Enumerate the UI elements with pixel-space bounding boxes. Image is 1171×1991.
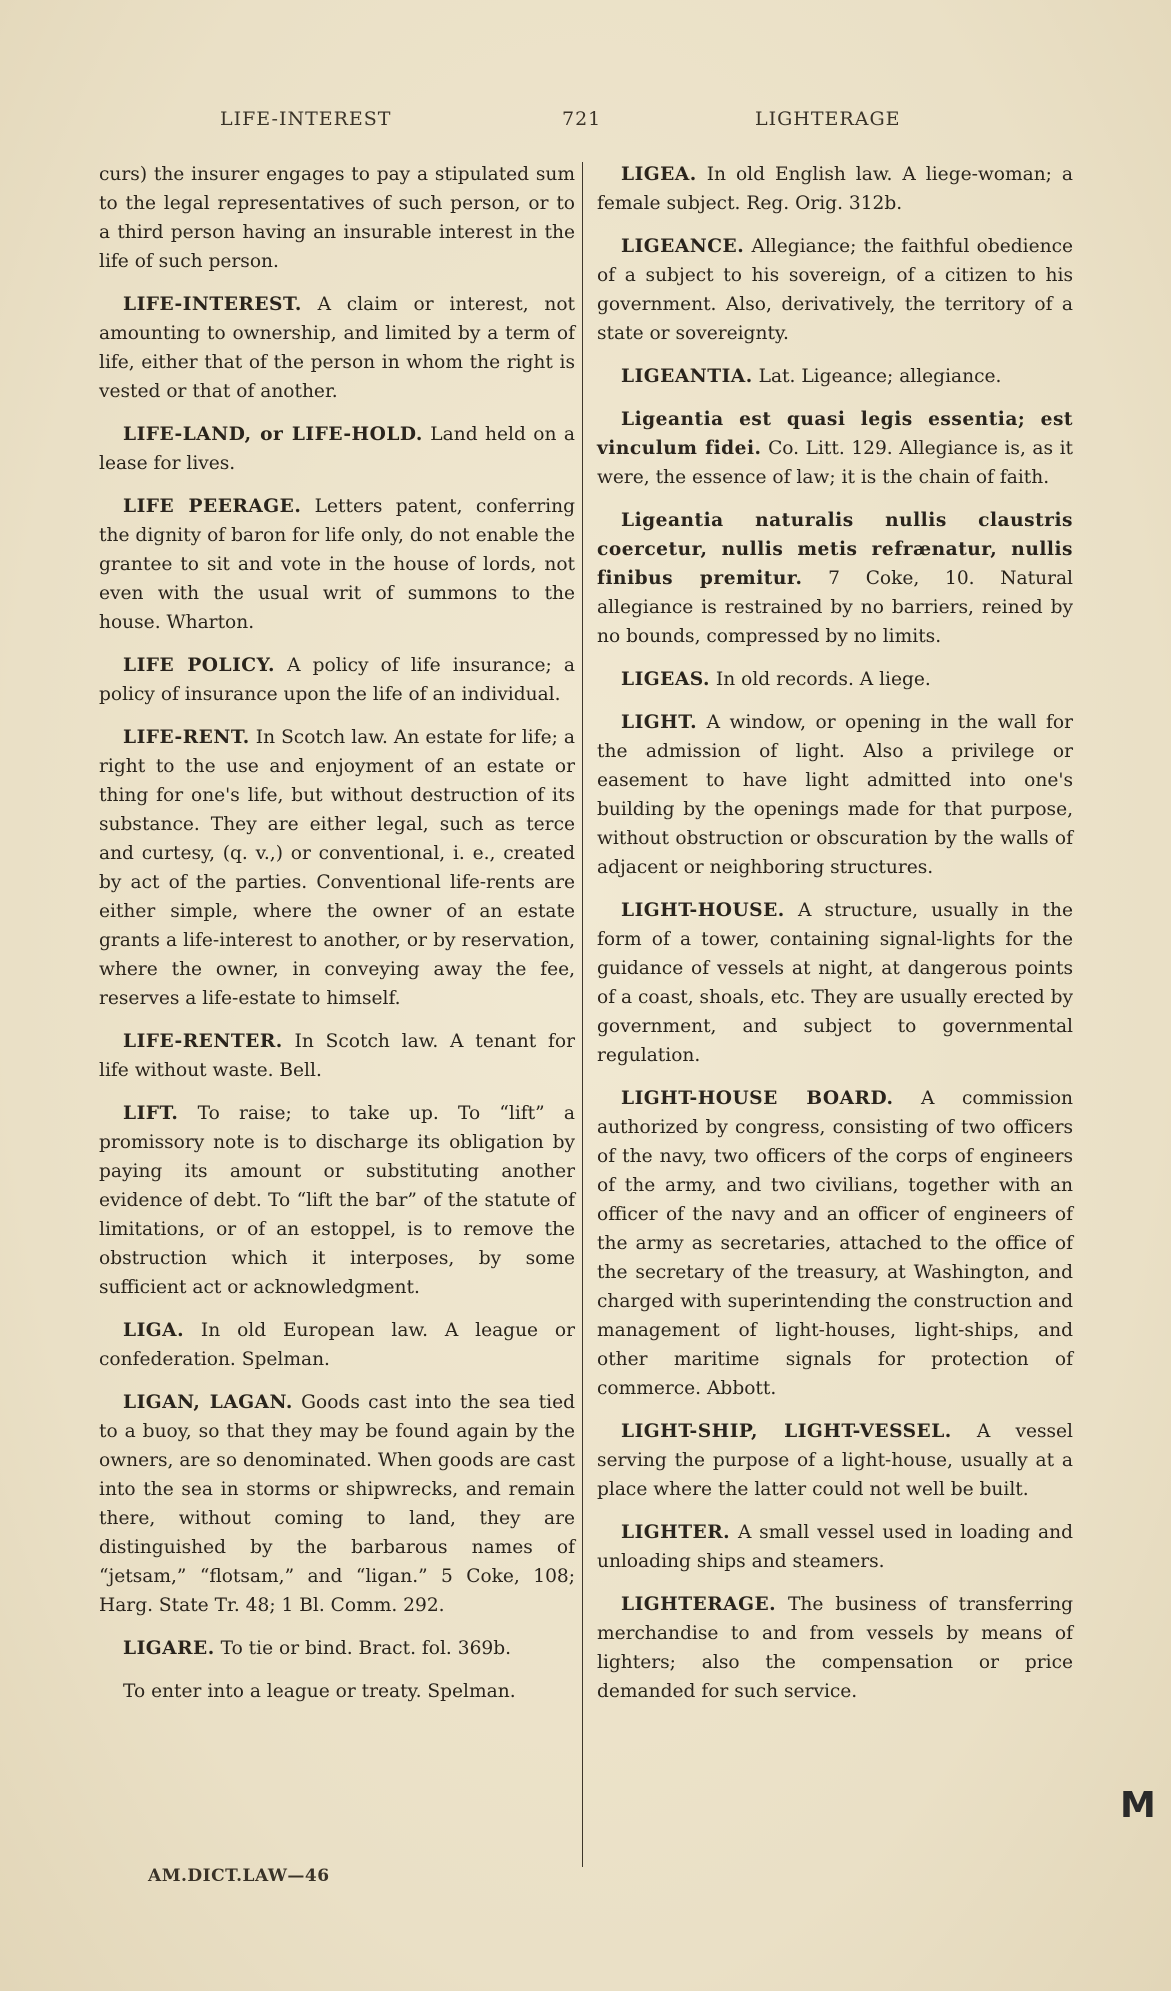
dictionary-entry [99, 1316, 575, 1374]
left-column [99, 160, 575, 1710]
entry-headword: LIGAN, LAGAN. [123, 1392, 293, 1413]
dictionary-entry [99, 290, 575, 406]
entry-definition: In old European law. A league or confederation. Spelman. [99, 1320, 575, 1370]
entry-headword: LIFE-RENTER. [123, 1031, 283, 1052]
dictionary-entry [99, 1099, 575, 1302]
dictionary-entry [597, 665, 1073, 694]
entry-definition: To tie or bind. Bract. fol. 369b. [220, 1638, 512, 1659]
dictionary-entry [99, 420, 575, 478]
entry-headword: Ligeantia est quasi legis essentia; est vinculum fidei. [597, 409, 1073, 459]
dictionary-entry [99, 723, 575, 1013]
entry-definition: A vessel serving the purpose of a light-house, usually at a place where the latter could not well be built. [597, 1421, 1073, 1500]
entry-headword: LIFE-INTEREST. [123, 294, 302, 315]
running-header [150, 108, 980, 138]
entry-definition: Allegiance; the faithful obedience of a subject to his sovereign, of a citizen to his government. Also, derivatively, the territory of a state or sovereignty. [597, 236, 1073, 344]
entry-headword: LIGHT-HOUSE BOARD. [621, 1088, 894, 1109]
dictionary-entry [99, 1634, 575, 1663]
signature-mark: AM.DICT.LAW—46 [148, 1866, 330, 1886]
entry-headword: LIGHTER. [621, 1522, 731, 1543]
dictionary-entry [597, 160, 1073, 218]
entry-headword: LIGHT-HOUSE. [621, 900, 785, 921]
dictionary-entry [99, 492, 575, 637]
dictionary-entry [99, 1388, 575, 1620]
entry-definition: A small vessel used in loading and unloading ships and steamers. [597, 1522, 1073, 1572]
entry-definition: The business of transferring merchandise to and from vessels by means of lighters; also the compensation or price demanded for such service. [597, 1594, 1073, 1702]
dictionary-entry [99, 1027, 575, 1085]
entry-definition: To enter into a league or treaty. Spelman. [123, 1681, 516, 1702]
entry-headword: LIFE-RENT. [123, 727, 250, 748]
entry-definition: A structure, usually in the form of a tower, containing signal-lights for the guidance of vessels at night, at dangerous points of a coast, shoals, etc. They are usually erected by government, and subject to governmental regulation. [597, 900, 1073, 1066]
entry-headword: LIFE-LAND, or LIFE-HOLD. [123, 424, 423, 445]
entry-definition: In Scotch law. An estate for life; a right to the use and enjoyment of an estate or thing for one's life, but without destruction of its substance. They are either legal, such as terce and curtesy, (q. v.,) or conventional, i. e., created by act of the parties. Conventional life-rents are either simple, where the owner of an estate grants a life-interest to another, or by reservation, where the owner, in conveying away the fee, reserves a life-estate to himself. [99, 727, 575, 1009]
entry-headword: LIGHT. [621, 712, 698, 733]
entry-headword: LIGHT-SHIP, LIGHT-VESSEL. [621, 1421, 952, 1442]
entry-headword: LIFE PEERAGE. [123, 496, 302, 517]
entry-headword: LIGEANTIA. [621, 366, 753, 387]
entry-headword: LIGEAS. [621, 669, 710, 690]
entry-headword: LIGEA. [621, 164, 697, 185]
right-column [597, 160, 1073, 1720]
entry-definition: To raise; to take up. To “lift” a promissory note is to discharge its obligation by paying its amount or substituting another evidence of debt. To “lift the bar” of the statute of limitations, or of an estoppel, is to remove the obstruction which it interposes, by some sufficient act or acknowledgment. [99, 1103, 575, 1298]
entry-headword: LIGA. [123, 1320, 185, 1341]
entry-definition: Lat. Ligeance; allegiance. [758, 366, 1002, 387]
dictionary-entry [597, 1518, 1073, 1576]
entry-headword: LIGEANCE. [621, 236, 745, 257]
dictionary-entry [99, 651, 575, 709]
entry-definition: A commission authorized by congress, consisting of two officers of the navy, two officers of the corps of engineers of the army, and two civilians, together with an officer of the navy and an officer of engineers of the army as secretaries, attached to the office of the secretary of the treasury, at Washington, and charged with superintending the construction and management of light-houses, light-ships, and other maritime signals for protection of commerce. Abbott. [597, 1088, 1073, 1399]
dictionary-entry [597, 405, 1073, 492]
dictionary-entry [597, 896, 1073, 1070]
entry-definition: Letters patent, conferring the dignity of baron for life only, do not enable the grantee to sit and vote in the house of lords, not even with the usual writ of summons to the house. Wharton. [99, 496, 575, 633]
dictionary-entry [597, 708, 1073, 882]
entry-definition: A window, or opening in the wall for the admission of light. Also a privilege or easement to have light admitted into one's building by the openings made for that purpose, without obstruction or obscuration by the walls of adjacent or neighboring structures. [597, 712, 1073, 878]
dictionary-entry [597, 506, 1073, 651]
entry-definition: In Scotch law. A tenant for life without waste. Bell. [99, 1031, 575, 1081]
entry-headword: LIGHTERAGE. [621, 1594, 777, 1615]
page-number: 721 [562, 108, 602, 130]
entry-headword: Ligeantia naturalis nullis claustris coercetur, nullis metis refrænatur, nullis finibus premitur. [597, 510, 1073, 589]
entry-definition: curs) the insurer engages to pay a stipulated sum to the legal representatives of such person, or to a third person having an insurable interest in the life of such person. [99, 164, 575, 272]
entry-definition: In old records. A liege. [715, 669, 931, 690]
entry-definition: Co. Litt. 129. Allegiance is, as it were, the essence of law; it is the chain of faith. [597, 438, 1073, 488]
header-left-guide-word: LIFE-INTEREST [220, 108, 392, 130]
entry-definition: A claim or interest, not amounting to ownership, and limited by a term of life, either that of the person in whom the right is vested or that of another. [99, 294, 575, 402]
dictionary-entry [597, 1590, 1073, 1706]
entry-definition: 7 Coke, 10. Natural allegiance is restrained by no barriers, reined by no bounds, compressed by no limits. [597, 568, 1073, 647]
dictionary-entry [597, 362, 1073, 391]
entry-definition: A policy of life insurance; a policy of insurance upon the life of an individual. [99, 655, 575, 705]
dictionary-entry [99, 160, 575, 276]
dictionary-entry [597, 1417, 1073, 1504]
entry-headword: LIFT. [123, 1103, 179, 1124]
dictionary-entry [597, 232, 1073, 348]
thumb-index-tab: M [1120, 1785, 1156, 1826]
column-divider [582, 162, 583, 1867]
header-right-guide-word: LIGHTERAGE [755, 108, 901, 130]
entry-headword: LIFE POLICY. [123, 655, 275, 676]
entry-definition: Goods cast into the sea tied to a buoy, so that they may be found again by the owners, are so denominated. When goods are cast into the sea in storms or shipwrecks, and remain there, without coming to land, they are distinguished by the barbarous names of “jetsam,” “flotsam,” and “ligan.” 5 Coke, 108; Harg. State Tr. 48; 1 Bl. Comm. 292. [99, 1392, 575, 1616]
entry-definition: Land held on a lease for lives. [99, 424, 575, 474]
entry-definition: In old English law. A liege-woman; a female subject. Reg. Orig. 312b. [597, 164, 1073, 214]
entry-headword: LIGARE. [123, 1638, 215, 1659]
dictionary-entry [597, 1084, 1073, 1403]
dictionary-entry [99, 1677, 575, 1706]
